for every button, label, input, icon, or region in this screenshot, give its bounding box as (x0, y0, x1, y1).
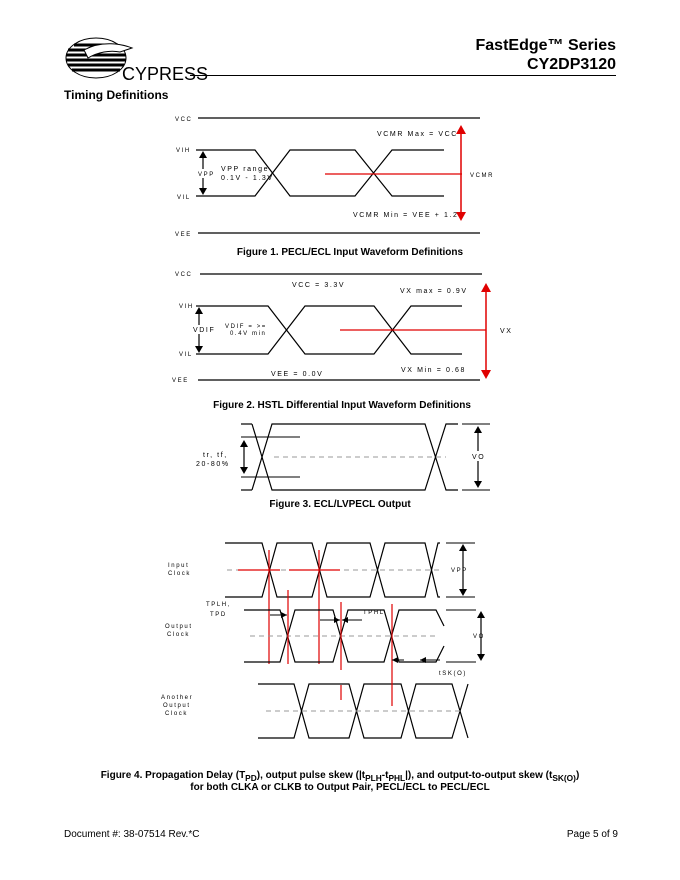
fig1-vil-label: VIL (177, 195, 191, 201)
fig2-vcc-value: VCC = 3.3V (292, 282, 346, 289)
figure2-caption: Figure 2. HSTL Differential Input Waveform Definitions (213, 400, 471, 411)
figure3-diagram (196, 424, 490, 490)
fig3-trtf-arrow-up (240, 440, 248, 447)
cypress-logo-text: CYPRESS (122, 64, 209, 84)
fig4-another-label-3: Clock (165, 711, 189, 717)
figure1-diagram (175, 117, 494, 238)
fig3-vo-arrow-up (474, 426, 482, 433)
fig1-vpp-range-2: 0.1V - 1.3V (221, 175, 274, 182)
fig4-another-clock-a (258, 684, 468, 738)
fig2-vcc-label: VCC (175, 272, 193, 278)
fig2-vx-max: VX max = 0.9V (400, 288, 468, 295)
fig2-vee-value: VEE = 0.0V (271, 371, 324, 378)
fig2-vdif-arrow-up (195, 307, 203, 314)
fig4-another-label-1: Another (161, 695, 194, 701)
fig4-another-clock-b (258, 684, 468, 738)
figure4-diagram (161, 543, 485, 738)
section-title: Timing Definitions (64, 88, 169, 102)
fig1-vpp-arrow-up (199, 151, 207, 158)
fig4-tsk-label: tSK(O) (439, 671, 467, 677)
fig3-trtf-1: tr, tf, (203, 452, 228, 459)
fig4-vpp-label: VPP (451, 568, 468, 574)
fig1-vee-label: VEE (175, 232, 192, 238)
fig1-waveform-a (196, 150, 444, 196)
fig4-vo-label: VO (473, 634, 485, 640)
header-part-number: CY2DP3120 (527, 56, 616, 73)
fig4-vo-arrow-up (477, 611, 485, 618)
figure1-caption: Figure 1. PECL/ECL Input Waveform Definitions (236, 247, 464, 258)
header-series: FastEdge™ Series (475, 37, 616, 54)
fig4-tplh-label-1: TPLH, (206, 602, 232, 608)
figure3-caption: Figure 3. ECL/LVPECL Output (269, 499, 411, 510)
fig4-input-label-1: Input (168, 563, 190, 569)
fig1-vcc-label: VCC (175, 117, 193, 123)
fig4-another-label-2: Output (163, 703, 191, 709)
fig4-output-label-2: Clock (167, 632, 191, 638)
fig4-output-label-1: Output (165, 624, 193, 630)
fig2-vih-label: VIH (179, 304, 194, 310)
fig4-tplh-label-2: TPD (210, 612, 227, 618)
fig2-vdif-note-2: 0.4V min (230, 331, 267, 337)
fig3-trtf-2: 20-80% (196, 461, 230, 468)
fig2-vx-min: VX Min = 0.68 (401, 367, 466, 374)
fig2-vil-label: VIL (179, 352, 193, 358)
fig4-tphl-label: TPHL (363, 610, 385, 616)
fig4-vpp-arrow-up (459, 544, 467, 551)
fig3-vo-arrow-down (474, 481, 482, 488)
fig2-vdif-label: VDIF (193, 327, 216, 334)
fig4-vpp-arrow-down (459, 589, 467, 596)
fig2-vx-arrow-up (481, 283, 491, 292)
figure4-caption-line2: for both CLKA or CLKB to Output Pair, PECL/ECL to PECL/ECL (190, 782, 490, 793)
fig3-trtf-arrow-down (240, 467, 248, 474)
fig2-vx-arrow-down (481, 370, 491, 379)
fig1-vpp-range-1: VPP range (221, 166, 270, 173)
figure4-caption-line1: Figure 4. Propagation Delay $(T_{PD})$, output pulse skew $(|t_{PLH}-t_{PHL}|)$, and output-to-output skew $(t_{SK(O)})$ (100, 770, 580, 783)
fig2-vdif-arrow-down (195, 346, 203, 353)
fig1-vih-label: VIH (176, 148, 191, 154)
footer-page-number: Page 5 of 9 (566, 829, 618, 840)
fig1-vcmr-min: VCMR Min = VEE + 1.2 (353, 212, 459, 219)
fig1-vpp-arrow-down (199, 188, 207, 195)
fig4-vo-arrow-down (477, 654, 485, 661)
fig1-vcmr-label: VCMR (470, 173, 495, 179)
fig2-vee-label: VEE (172, 378, 189, 384)
fig2-vx-label: VX (500, 328, 513, 335)
fig3-vo-label: VO (472, 454, 486, 461)
fig2-vdif-note-1: VDIF = >= (225, 324, 267, 330)
figure2-diagram (172, 272, 513, 384)
fig1-waveform-b (196, 150, 444, 196)
footer-document-number: Document #: 38-07514 Rev.*C (64, 829, 200, 840)
fig4-input-label-2: Clock (168, 571, 192, 577)
fig1-vpp-label: VPP (198, 172, 215, 178)
fig1-vcmr-max: VCMR Max = VCC (377, 131, 458, 138)
